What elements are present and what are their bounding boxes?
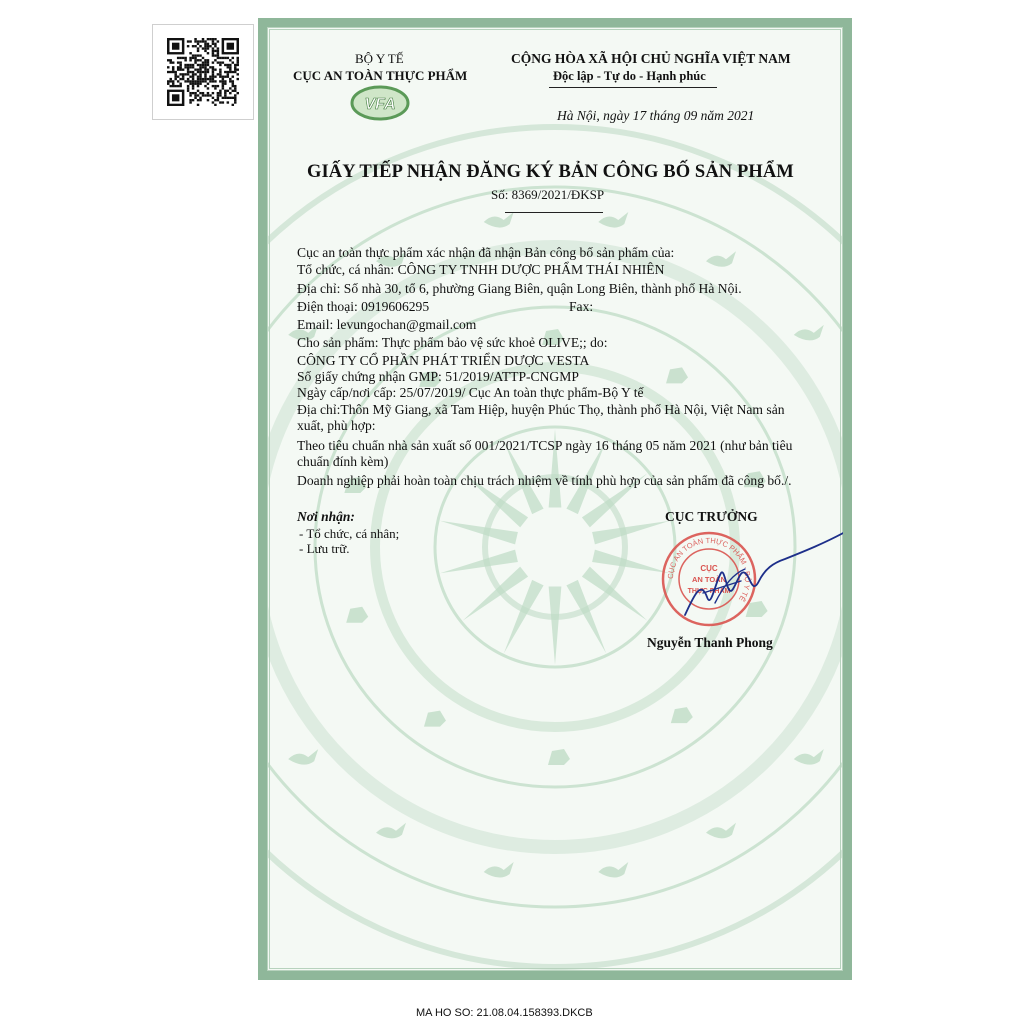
svg-text:VFA: VFA xyxy=(364,96,396,113)
qr-code xyxy=(152,24,254,120)
body-factory-address: Địa chỉ:Thôn Mỹ Giang, xã Tam Hiệp, huyện Phúc Thọ, thành phố Hà Nội, Việt Nam sản xyxy=(297,402,785,417)
body-phone: Điện thoại: 0919606295 xyxy=(297,299,430,314)
official-seal-icon xyxy=(663,533,755,625)
body-manufacturer: CÔNG TY CỔ PHẦN PHÁT TRIỂN DƯỢC VESTA xyxy=(297,353,590,368)
signer-position: CỤC TRƯỞNG xyxy=(665,509,758,524)
place-and-date: Hà Nội, ngày 17 tháng 09 năm 2021 xyxy=(557,108,755,123)
body-product: Cho sản phẩm: Thực phẩm bảo vệ sức khoẻ OLIVE;; do: xyxy=(297,335,608,350)
body-issue-date: Ngày cấp/nơi cấp: 25/07/2019/ Cục An toàn thực phẩm-Bộ Y tế xyxy=(297,385,644,400)
title-underline xyxy=(505,212,603,213)
recipient-item: - Lưu trữ. xyxy=(299,541,350,556)
svg-text:AN TOÀN: AN TOÀN xyxy=(691,575,727,584)
certificate xyxy=(258,18,852,980)
qr-code-pattern xyxy=(167,38,239,106)
body-standard-cont: chuẩn đính kèm) xyxy=(297,454,389,469)
recipient-item: - Tổ chức, cá nhân; xyxy=(299,526,400,541)
body-factory-address-cont: xuất, phù hợp: xyxy=(297,418,376,433)
ministry-name: BỘ Y TẾ xyxy=(355,51,404,66)
body-intro: Cục an toàn thực phẩm xác nhận đã nhận Bản công bố sản phẩm của: xyxy=(297,245,675,260)
body-address: Địa chỉ: Số nhà 30, tổ 6, phường Giang Biên, quận Long Biên, thành phố Hà Nội. xyxy=(297,281,742,296)
body-gmp-number: Số giấy chứng nhận GMP: 51/2019/ATTP-CNGMP xyxy=(297,369,579,384)
document-title: GIẤY TIẾP NHẬN ĐĂNG KÝ BẢN CÔNG BỐ SẢN PHẨM xyxy=(307,162,794,182)
body-email: Email: levungochan@gmail.com xyxy=(297,317,477,332)
motto-underline xyxy=(549,87,717,88)
country-name: CỘNG HÒA XÃ HỘI CHỦ NGHĨA VIỆT NAM xyxy=(511,51,791,66)
body-organization: Tổ chức, cá nhân: CÔNG TY TNHH DƯỢC PHẨM THÁI NHIÊN xyxy=(297,262,665,277)
recipients-heading: Nơi nhận: xyxy=(297,509,355,524)
body-fax: Fax: xyxy=(569,299,594,314)
official-seal-and-signature xyxy=(655,523,852,635)
svg-text:CỤC AN TOÀN THỰC PHẨM · BỘ Y T: CỤC AN TOÀN THỰC PHẨM · BỘ Y TẾ xyxy=(665,535,753,604)
body-standard: Theo tiêu chuẩn nhà sản xuất số 001/2021/TCSP ngày 16 tháng 05 năm 2021 (như bản tiêu xyxy=(297,438,793,453)
signer-name: Nguyễn Thanh Phong xyxy=(647,635,773,650)
svg-text:CỤC: CỤC xyxy=(700,564,718,573)
body-responsibility: Doanh nghiệp phải hoàn toàn chịu trách nhiệm về tính phù hợp của sản phẩm đã công bố./. xyxy=(297,473,792,488)
file-code: MA HO SO: 21.08.04.158393.DKCB xyxy=(416,1007,593,1019)
national-motto: Độc lập - Tự do - Hạnh phúc xyxy=(553,69,706,83)
department-name: CỤC AN TOÀN THỰC PHẨM xyxy=(293,68,468,83)
vfa-logo-icon xyxy=(347,83,413,123)
document-number: Số: 8369/2021/ĐKSP xyxy=(491,187,605,202)
svg-text:THỰC PHẨM: THỰC PHẨM xyxy=(687,588,731,595)
